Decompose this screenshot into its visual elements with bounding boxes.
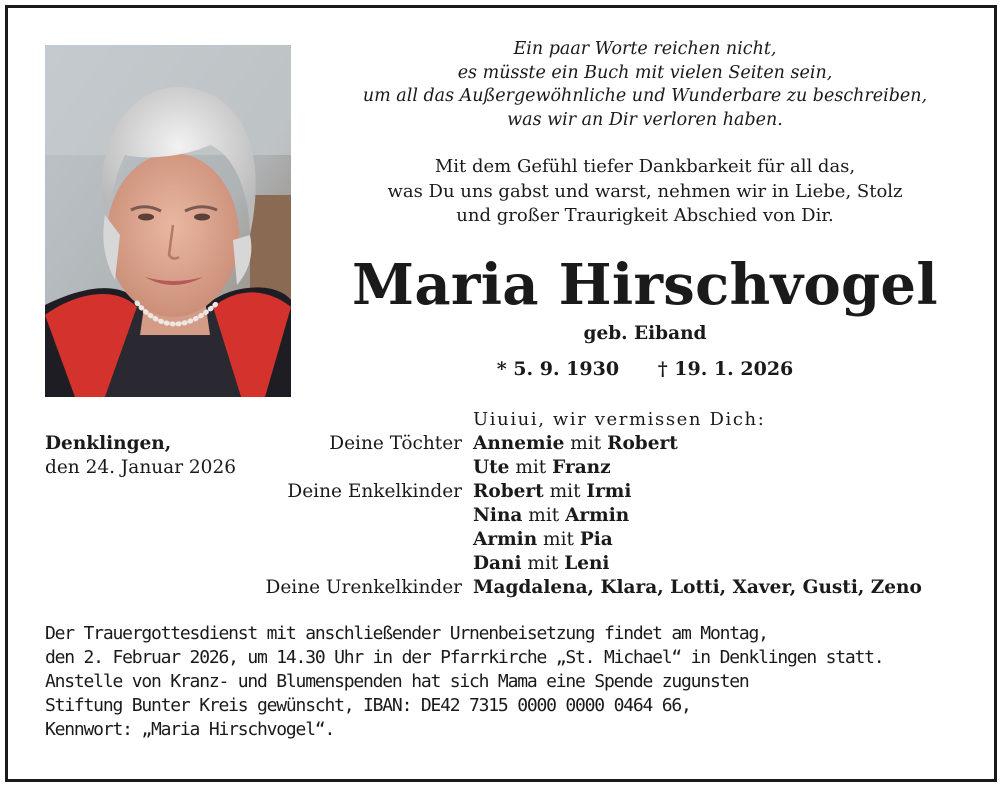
family-name: Annemie — [473, 433, 565, 454]
family-label: Deine Töchter — [329, 433, 462, 454]
family-name: Franz — [552, 457, 611, 478]
birth-date: * 5. 9. 1930 — [496, 358, 620, 380]
family-row — [160, 528, 990, 552]
family-name: Irmi — [586, 481, 632, 502]
family-sep: mit — [515, 457, 547, 478]
family-row — [160, 552, 990, 576]
family-sep: mit — [528, 505, 560, 526]
maiden-name: geb. Eiband — [583, 323, 707, 344]
family-name: Armin — [473, 529, 538, 550]
family-sep: mit — [543, 529, 574, 550]
notice-line: Kennwort: „Maria Hirschvogel“. — [45, 719, 335, 740]
place-date: den 24. Januar 2026 — [45, 457, 236, 478]
family-name: Nina — [473, 505, 523, 526]
place-town: Denklingen, — [45, 433, 172, 454]
family-label — [160, 456, 473, 480]
family-sep: mit — [527, 553, 559, 574]
family-label — [160, 528, 473, 552]
family-name: Robert — [607, 433, 678, 454]
family-row — [160, 504, 990, 528]
family-label — [160, 552, 473, 576]
poem-line: Mit dem Gefühl tiefer Dankbarkeit für all das, — [434, 156, 856, 177]
notice-line: Der Trauergottesdienst mit anschließender Urnenbeisetzung findet am Montag, — [45, 623, 768, 644]
family-name: Dani — [473, 553, 522, 574]
poem-line: was wir an Dir verloren haben. — [507, 109, 783, 130]
family-name: Pia — [579, 529, 613, 550]
missed-line: Uiuiui, wir vermissen Dich: — [473, 409, 766, 430]
family-row — [160, 576, 990, 600]
deceased-name: Maria Hirschvogel — [352, 252, 938, 318]
family-label: Deine Enkelkinder — [287, 481, 462, 502]
family-list — [160, 432, 990, 600]
family-name: Leni — [564, 553, 610, 574]
family-name: Robert — [473, 481, 544, 502]
family-sep: mit — [549, 481, 581, 502]
poem-regular — [300, 155, 990, 229]
notice-line: Anstelle von Kranz- und Blumenspenden hat sich Mama eine Spende zugunsten — [45, 671, 749, 692]
family-name: Magdalena, Klara, Lotti, Xaver, Gusti, Zeno — [473, 577, 922, 598]
family-name: Armin — [565, 505, 630, 526]
poem-line: um all das Außergewöhnliche und Wunderbare zu beschreiben, — [362, 86, 928, 106]
family-label: Deine Urenkelkinder — [265, 577, 462, 598]
family-label — [160, 504, 473, 528]
family-row — [160, 456, 990, 480]
family-sep: mit — [570, 433, 602, 454]
poem-line: und großer Traurigkeit Abschied von Dir. — [456, 205, 834, 226]
poem-italic — [300, 38, 990, 132]
death-date: † 19. 1. 2026 — [657, 358, 794, 380]
poem-line: Ein paar Worte reichen nicht, — [513, 39, 777, 59]
family-row — [160, 480, 990, 504]
notice-line: den 2. Februar 2026, um 14.30 Uhr in der Pfarrkirche „St. Michael“ in Denklingen statt. — [45, 647, 884, 668]
family-name: Ute — [473, 457, 510, 478]
poem-line: was Du uns gabst und warst, nehmen wir in Liebe, Stolz — [387, 180, 903, 202]
notice-line: Stiftung Bunter Kreis gewünscht, IBAN: DE42 7315 0000 0000 0464 66, — [45, 695, 691, 716]
funeral-notice — [45, 622, 975, 742]
family-row — [160, 432, 990, 456]
portrait-photo — [45, 45, 291, 397]
life-dates — [300, 356, 990, 382]
poem-line: es müsste ein Buch mit vielen Seiten sein, — [457, 62, 833, 83]
